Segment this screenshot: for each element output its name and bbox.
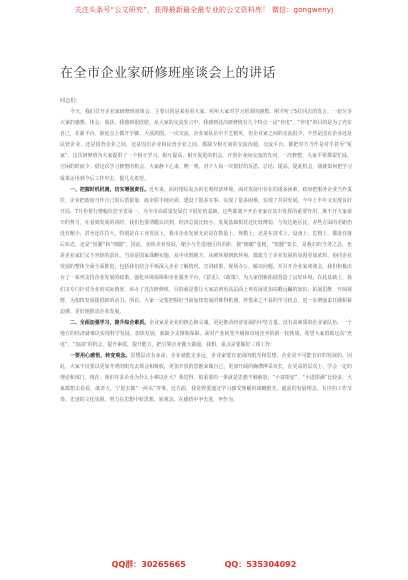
paragraph-subsection-1 [60,351,352,406]
subsection-heading-1: 一要用心感悟，转变观念。 [70,353,131,360]
document-page [60,42,352,407]
document-title: 在全市企业家研修班座谈会上的讲话 [60,66,277,81]
section-heading-2: 二、全面加强学习，提升综合素质。 [70,319,150,326]
paragraph-text: 今天，我们召开企业家研修班座谈会，主要目的是来看看大家，听听大家对学习培训的感想。刚才听了5位同志的发言，一起分享大家的感想、体会、收获，我感到很欣慰。从大家的交流发言中，我感到这次研修班有几个特点一是“充电”，“充电”的目的是为了充实自己，在新平台、新起点上做开手脚，大展鸿图。一次交流，企业家队伍中不乏精英，但企业家之间的交流很少，不管是国有企业还是民营企业，还是国营企业之间，还是国有企业和民营企业之间，都缺少相互间的交流沟通。交流平台，都把对方当作是对手甚至“冤家”。这次研修班为大家提供了一个相互学习、相互提高、相互促进的机会。开创企业间交流的先河，一次修整，大家平常都很忙碌，空闲的时间少。借这次学习修整的机会，大家静下心来，唯一观，对个人每一次很好的反思、总结、提高。提此机会，我就如何把学习成果运用到今后工作中去，提几点希望。 [60,109,352,182]
paragraph-text: 近年来，面对错综复杂的宏观经济环境，面对发展中存在的诸多困难，政府把服务企业当作责任，企业把政府当作自己的后盾依靠，政企联手地应面，建设了很多实事，实现了很多困难，实现了共同发展。今年上半年又实现良好开局，7月份排行增幅位居全省第一。为全市高质量发展打下很好的基础，这些都离不开企业家在其中发挥的重要作用，离不开大家艰辛的努力，在看到发展的同时，我们也要清醒认识到，经济总量比较小、发展基础相对还比较薄弱，与发达地区比，差些方面的差距仍没有缩小，甚至还在拉大，特别是在工业发展上，我市企业发展无论是在数量上、规模上，还是在技术上，设备上、思想上，都处在落后状态，还是“短腿”和“细腿”，因此，加快企业发展，缩小与先进地区的差距，使“细腿”变粗，“短腿”变长，是我们的当务之急，也是企业家们义不容辞的责任。当前是国家战略实施，从中央到地方，从硬环境到软环境，都致力于企业发展的氛围更加浓厚，协同企业发展的整体全面全面推进，包括我们结合平频深入企业了解情况，宣讲政策，现场办公、解决问题。并召开企业家座谈会，我们积极出台了一系列支持企业发展的政策，强化环境保障和企业服务平台，《意见》、《政策》，为大家创新拓展营造了良好环境。在此基础上，我们又专门针对企业的实际情况，举办了这次研修班，目的就是要让大家站到更高层面上再发展更加高瞻远瞩的知识，拓展思维，开阔视野，为加快发展提供新的动力。所以，大家一定要把握好当前加快发展的难得机遇，珍惜来之不易的学习机会，进一步增强责任感和紧迫感，更好地推动企业发展。 [60,186,352,315]
paragraph-intro [60,107,352,185]
qq-number: QQ：535304092 [224,560,297,569]
paragraph-section-1 [60,185,352,318]
contact-footer [0,559,408,570]
paragraph-text: 企业家是企业的核心和灵魂，更是推动经济发展的中坚力量。没有高素质的企业家队伍，一个地方的经济就难以实现科学发展、加快发展，就缺少支撑和保障。面对产业转型升级和市场竞争的新一轮挑战，希望大家借助这次“充电”、“加油”的机会，提升素质，提升能力，把引领企业做大做强。我想，重点是要做好三项工作： [60,319,352,348]
qq-group-number: QQ群：30265665 [111,560,186,569]
section-heading-1: 一、把握时机机遇，切实增强责任。 [70,186,150,193]
paragraph-section-2 [60,318,352,351]
salutation: 同志们： [60,98,81,104]
paragraph-text: 思想层次有多高，企业就能走多远，企业家要有宽阔的眼光和思想，企业是不可能有好的发展的。因此，大家不仅要以更加开明的眼光去领会和吸收，更加开放的思维来做自己，更加开阔的胸襟博采众长，在更高的层次上，学会一定的理论和部门，现在，我们许多企业为什么小难以壮大？我觉得，很重要的一条就是思想不够解放，“小富即安”，“小进即满”比较多，大家都想去看看，敢者大，宁愿去做“一两头”等事。这方面，我觉得要通过学习感受理解的战略眼光，超前的发展理念，有序的工作节奏，先进的文化氛围，努力在思想中转思想，转观念，在感悟中争先进、争作为。 [60,353,352,404]
promo-banner: 关注头条号“公文研究”，获得最新最全最专业的公文资料库！ 微信：gongwenyj [74,6,334,14]
